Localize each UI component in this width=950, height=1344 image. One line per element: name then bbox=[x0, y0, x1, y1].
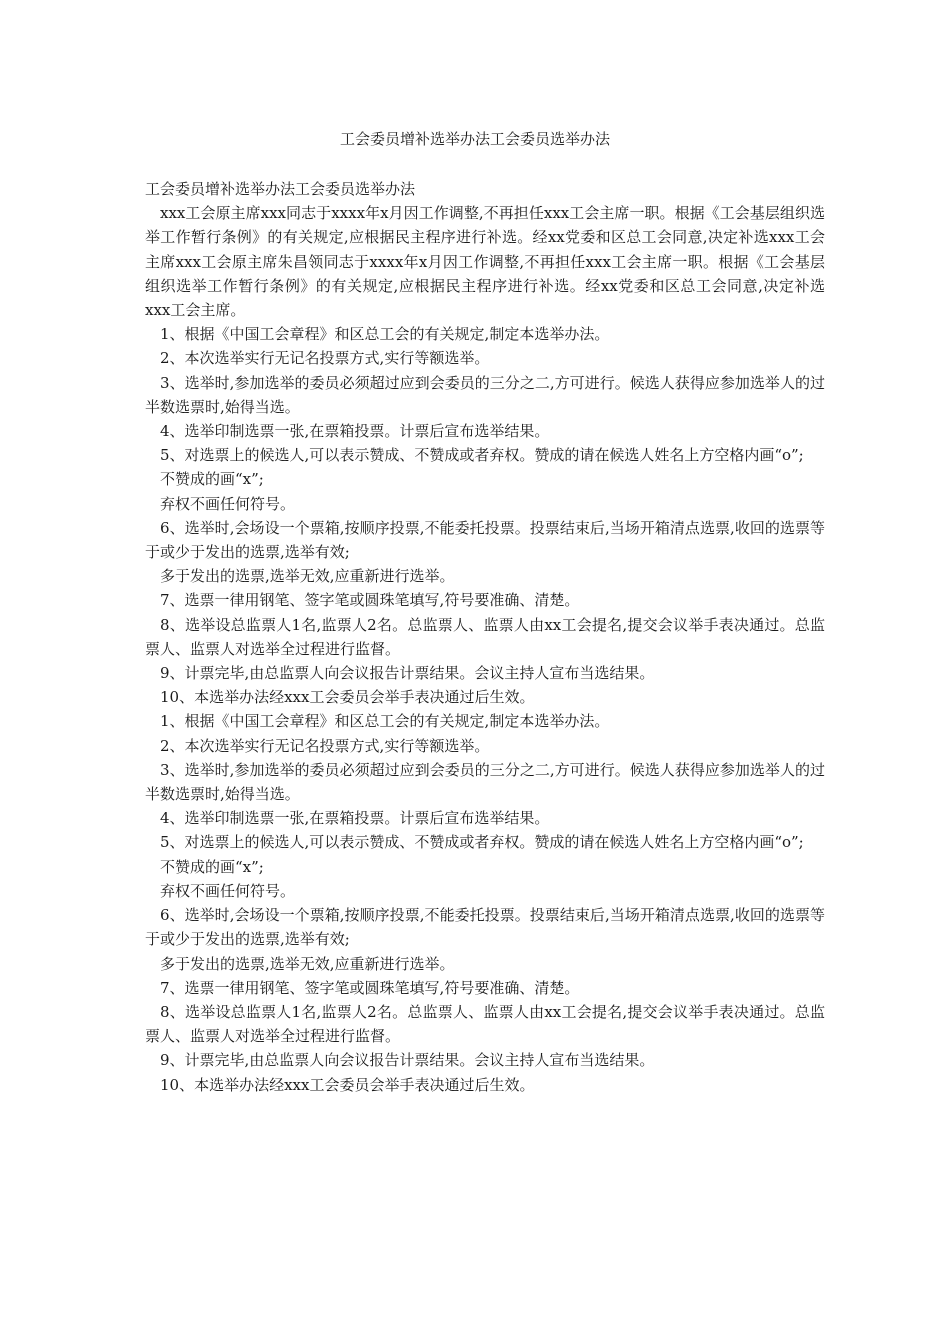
rule-paragraph: 3、选举时,参加选举的委员必须超过应到会委员的三分之二,方可进行。候选人获得应参加选举人的过半数选票时,始得当选。 bbox=[145, 760, 825, 804]
rule-paragraph: 2、本次选举实行无记名投票方式,实行等额选举。 bbox=[160, 349, 490, 368]
rule-paragraph: 7、选票一律用钢笔、签字笔或圆珠笔填写,符号要准确、清楚。 bbox=[160, 591, 580, 610]
rule-paragraph: 多于发出的选票,选举无效,应重新进行选举。 bbox=[160, 567, 455, 586]
rule-paragraph: 2、本次选举实行无记名投票方式,实行等额选举。 bbox=[160, 736, 490, 755]
rule-paragraph: 4、选举印制选票一张,在票箱投票。计票后宣布选举结果。 bbox=[160, 422, 550, 441]
rule-paragraph: 6、选举时,会场设一个票箱,按顺序投票,不能委托投票。投票结束后,当场开箱清点选票,收回的选票等于或少于发出的选票,选举有效; bbox=[145, 518, 825, 562]
document-body bbox=[145, 177, 825, 1097]
rule-paragraph: 8、选举设总监票人1名,监票人2名。总监票人、监票人由xx工会提名,提交会议举手表决通过。总监票人、监票人对选举全过程进行监督。 bbox=[145, 615, 825, 658]
rule-paragraph: 9、计票完毕,由总监票人向会议报告计票结果。会议主持人宣布当选结果。 bbox=[160, 664, 655, 683]
document-heading: 工会委员增补选举办法工会委员选举办法 bbox=[145, 180, 416, 198]
rule-paragraph: 8、选举设总监票人1名,监票人2名。总监票人、监票人由xx工会提名,提交会议举手表决通过。总监票人、监票人对选举全过程进行监督。 bbox=[145, 1002, 825, 1046]
rule-paragraph: 3、选举时,参加选举的委员必须超过应到会委员的三分之二,方可进行。候选人获得应参加选举人的过半数选票时,始得当选。 bbox=[145, 373, 825, 416]
rule-paragraph: 5、对选票上的候选人,可以表示赞成、不赞成或者弃权。赞成的请在候选人姓名上方空格内画“o”; bbox=[160, 833, 804, 852]
rule-paragraph: 1、根据《中国工会章程》和区总工会的有关规定,制定本选举办法。 bbox=[160, 325, 610, 344]
rule-paragraph: 10、本选举办法经xxx工会委员会举手表决通过后生效。 bbox=[160, 1075, 535, 1094]
rule-paragraph: 弃权不画任何符号。 bbox=[160, 881, 296, 900]
rule-paragraph: 弃权不画任何符号。 bbox=[160, 494, 296, 513]
rule-paragraph: 不赞成的画“x”; bbox=[160, 857, 264, 876]
rule-paragraph: 10、本选举办法经xxx工会委员会举手表决通过后生效。 bbox=[160, 688, 535, 707]
rule-paragraph: 5、对选票上的候选人,可以表示赞成、不赞成或者弃权。赞成的请在候选人姓名上方空格内画“o”; bbox=[160, 446, 804, 465]
rule-paragraph: 9、计票完毕,由总监票人向会议报告计票结果。会议主持人宣布当选结果。 bbox=[160, 1051, 655, 1070]
rule-paragraph: 多于发出的选票,选举无效,应重新进行选举。 bbox=[160, 954, 455, 973]
rule-paragraph: 不赞成的画“x”; bbox=[160, 470, 264, 489]
rule-paragraph: 6、选举时,会场设一个票箱,按顺序投票,不能委托投票。投票结束后,当场开箱清点选票,收回的选票等于或少于发出的选票,选举有效; bbox=[145, 906, 825, 949]
rule-paragraph: 4、选举印制选票一张,在票箱投票。计票后宣布选举结果。 bbox=[160, 809, 550, 828]
rule-paragraph: 7、选票一律用钢笔、签字笔或圆珠笔填写,符号要准确、清楚。 bbox=[160, 978, 580, 997]
rule-paragraph: 1、根据《中国工会章程》和区总工会的有关规定,制定本选举办法。 bbox=[160, 712, 610, 731]
page-title: 工会委员增补选举办法工会委员选举办法 bbox=[339, 130, 610, 148]
intro-paragraph: xxx工会原主席xxx同志于xxxx年x月因工作调整,不再担任xxx工会主席一职。根据《工会基层组织选举工作暂行条例》的有关规定,应根据民主程序进行补选。经xx党委和区总工会同意,决定补选xxx工会主席xxx工会原主席朱昌领同志于xxxx年x月因工作调整,不再担任xxx工会主席一职。根据《工会基层组织选举工作暂行条例》的有关规定,应根据民主程序进行补选。经xx党委和区总工会同意,决定补选xxx工会主席。 bbox=[145, 204, 825, 320]
